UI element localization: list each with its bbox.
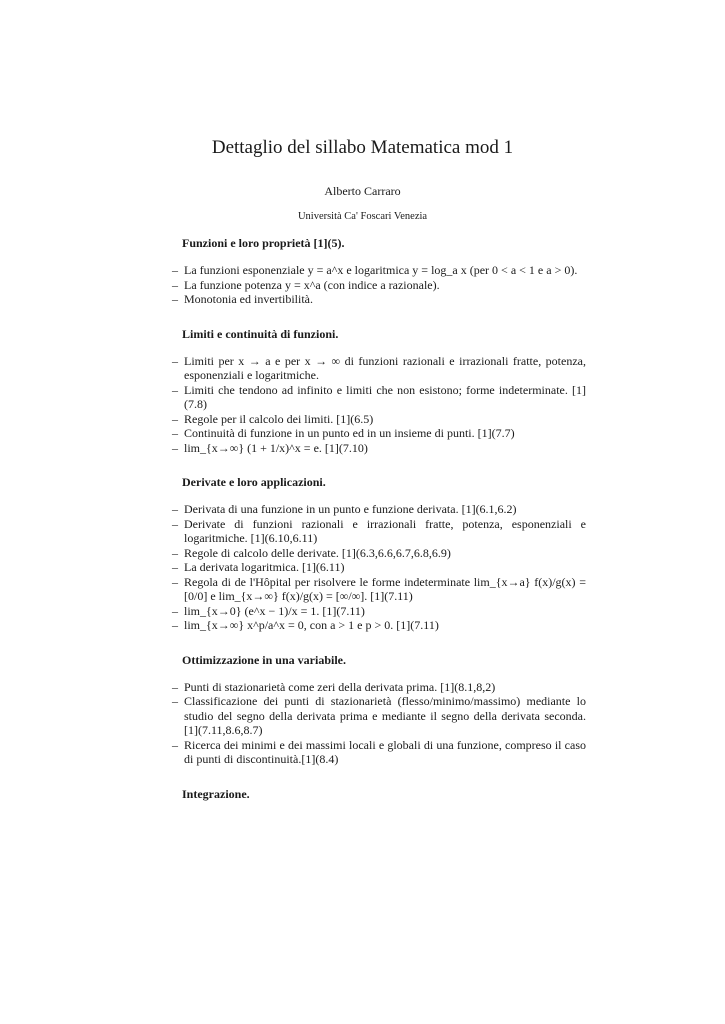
list-item: – Regola di de l'Hôpital per risolvere le forme indeterminate lim_{x→a} f(x)/g(x) = [0/0] e lim_{x→∞} f(x)/g(x) = [∞/∞]. [1](7.11) xyxy=(172,575,586,604)
list-item: – lim_{x→∞} x^p/a^x = 0, con a > 1 e p > 0. [1](7.11) xyxy=(172,618,586,633)
list-item: – Regole per il calcolo dei limiti. [1](6.5) xyxy=(172,412,586,427)
list-item: – Monotonia ed invertibilità. xyxy=(172,292,586,307)
list-item: – Continuità di funzione in un punto ed in un insieme di punti. [1](7.7) xyxy=(172,426,586,441)
affiliation: Università Ca' Foscari Venezia xyxy=(297,211,428,222)
list-item: – lim_{x→0} (e^x − 1)/x = 1. [1](7.11) xyxy=(172,604,586,619)
list-item: – Ricerca dei minimi e dei massimi locali e globali di una funzione, compreso il caso di punti di discontinuità.[1](8.4) xyxy=(172,738,586,767)
section-list xyxy=(172,354,586,456)
list-item: – lim_{x→∞} (1 + 1/x)^x = e. [1](7.10) xyxy=(172,441,586,456)
section-heading: Integrazione. xyxy=(182,786,250,801)
list-item: – Regole di calcolo delle derivate. [1](6.3,6.6,6.7,6.8,6.9) xyxy=(172,546,586,561)
section-list xyxy=(172,263,586,307)
list-item: – Limiti che tendono ad infinito e limiti che non esistono; forme indeterminate. [1](7.8) xyxy=(172,383,586,412)
list-item: – La funzioni esponenziale y = a^x e logaritmica y = log_a x (per 0 < a < 1 e a > 0). xyxy=(172,263,586,278)
list-item: – Classificazione dei punti di stazionarietà (flesso/minimo/massimo) mediante lo studio del segno della derivata prima e mediante il segno della derivata seconda. [1](7.11,8.6,8.7) xyxy=(172,694,586,738)
author-name: Alberto Carraro xyxy=(324,184,401,198)
section-list xyxy=(172,680,586,767)
section-heading: Funzioni e loro proprietà [1](5). xyxy=(182,236,345,250)
list-item: – Derivata di una funzione in un punto e funzione derivata. [1](6.1,6.2) xyxy=(172,502,586,517)
list-item: – Derivate di funzioni razionali e irrazionali fratte, potenza, esponenziali e logaritmiche. [1](6.10,6.11) xyxy=(172,517,586,546)
list-item: – La funzione potenza y = x^a (con indice a razionale). xyxy=(172,278,586,293)
syllabus-body xyxy=(172,236,586,814)
document-title: Dettaglio del sillabo Matematica mod 1 xyxy=(211,137,514,158)
list-item: – Punti di stazionarietà come zeri della derivata prima. [1](8.1,8,2) xyxy=(172,680,586,695)
list-item: – Limiti per x → a e per x → ∞ di funzioni razionali e irrazionali fratte, potenza, esponenziali e logaritmiche. xyxy=(172,354,586,383)
section-heading: Derivate e loro applicazioni. xyxy=(182,475,326,489)
section-heading: Limiti e continuità di funzioni. xyxy=(182,326,339,341)
list-item: – La derivata logaritmica. [1](6.11) xyxy=(172,560,586,575)
section-heading: Ottimizzazione in una variabile. xyxy=(182,652,346,667)
section-list xyxy=(172,502,586,633)
